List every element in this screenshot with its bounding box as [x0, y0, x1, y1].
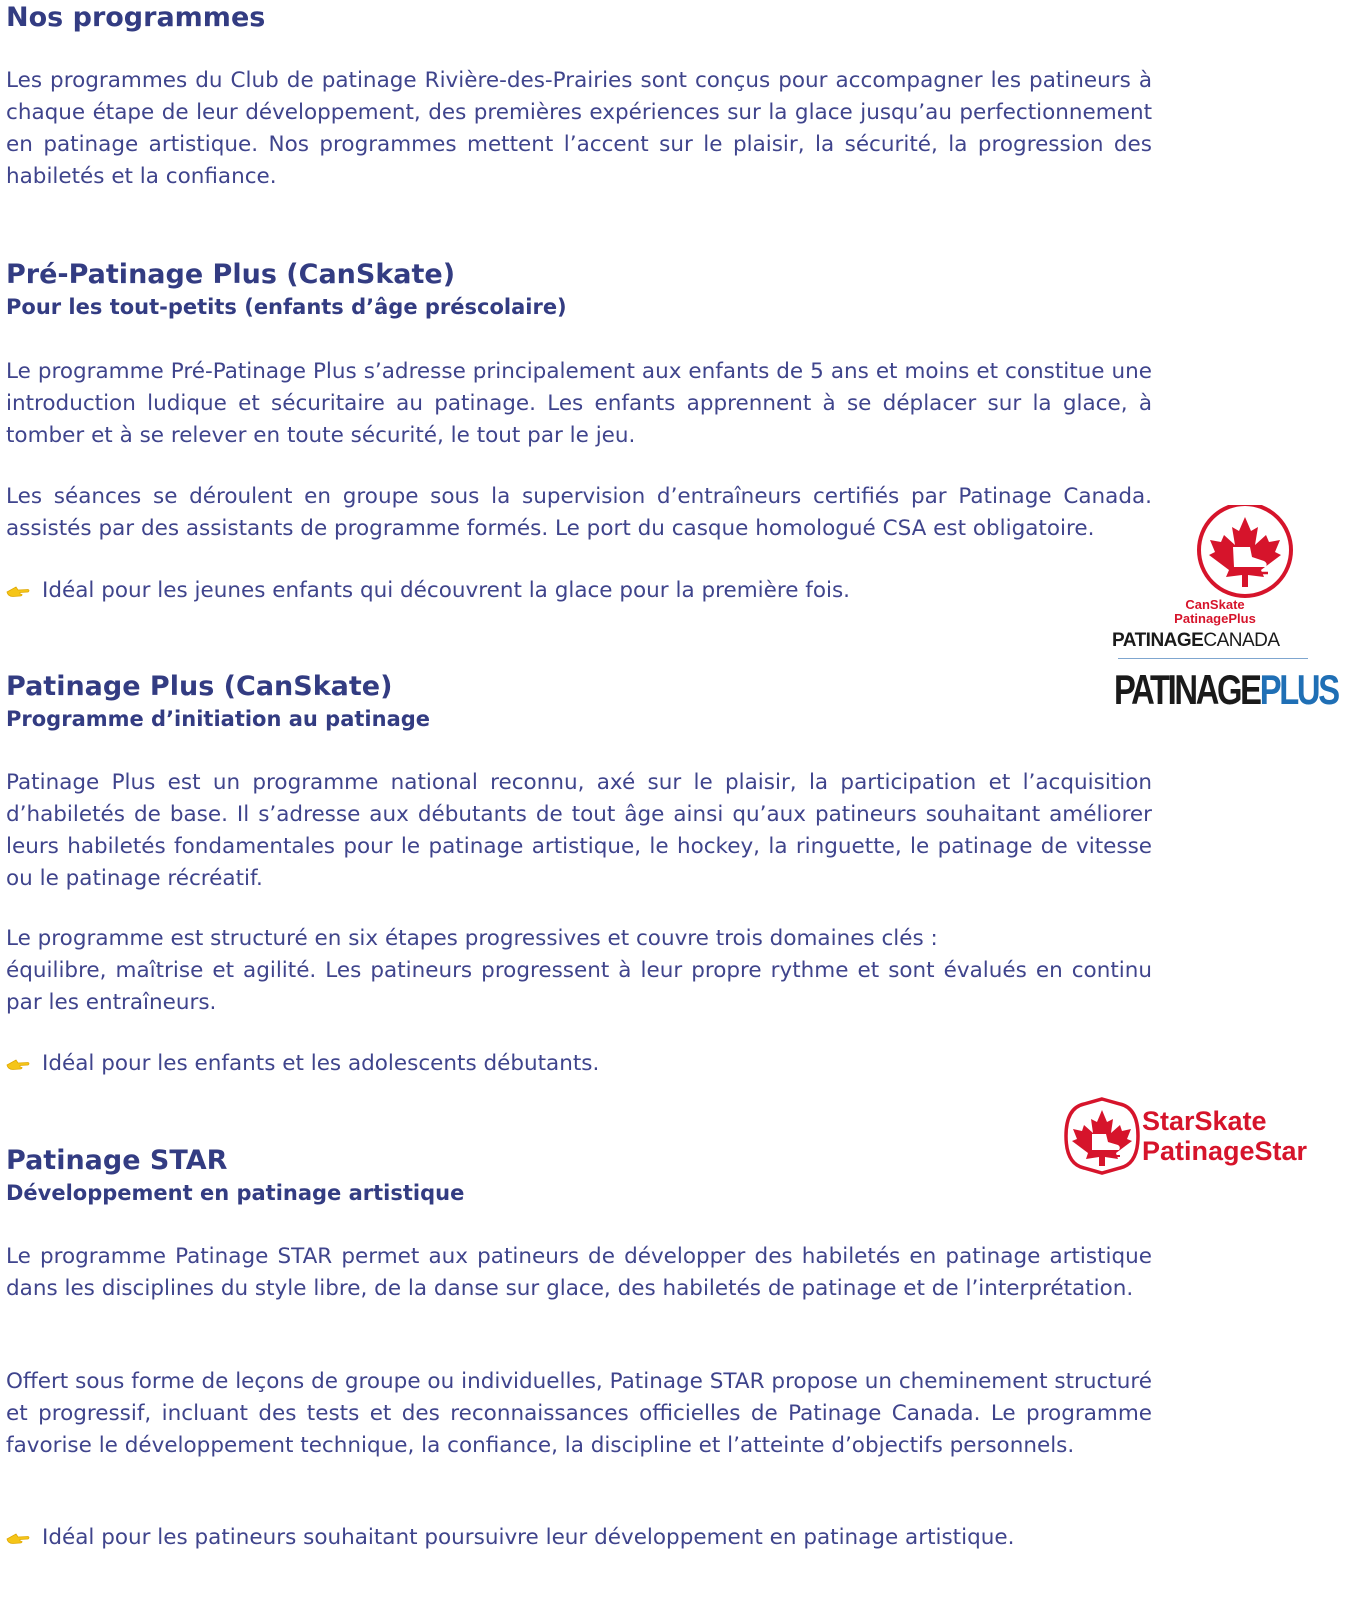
- tip-text: Idéal pour les patineurs souhaitant poursuivre leur développement en patinage artistique.: [42, 1525, 1015, 1550]
- canskate-logo: [1112, 505, 1350, 725]
- intro-paragraph: Les programmes du Club de patinage Rivière-des-Prairies sont conçus pour accompagner les patineurs à chaque étape de leur développement, des premières expériences sur la glace jusqu’au perfectionnement en patinage artistique. Nos programmes mettent l’accent sur le plaisir, la sécurité, la progression des habiletés et la confiance.: [6, 68, 1152, 189]
- program-pre-patinage-plus-body-2: [6, 481, 1152, 545]
- program-patinage-star: [6, 1144, 1152, 1208]
- program-pre-patinage-plus-body: [6, 356, 1152, 452]
- program-patinage-plus-tip: [6, 1048, 1152, 1080]
- program-patinage-plus-body: [6, 767, 1152, 895]
- patinagestar-label: PatinageStar: [1142, 1136, 1308, 1166]
- starskate-label: StarSkate: [1142, 1106, 1267, 1136]
- program-title: Patinage STAR: [6, 1145, 228, 1176]
- program-paragraph: Patinage Plus est un programme national reconnu, axé sur le plaisir, la participation et l’acquisition d’habiletés de base. Il s’adresse aux débutants de tout âge ainsi qu’aux patineurs souhaitant améliorer leurs habiletés fondamentales pour le patinage artistique, le hockey, la ringuette, le patinage de vitesse ou le patinage récréatif.: [6, 770, 1152, 891]
- program-patinage-star-tip: [6, 1522, 1152, 1554]
- program-subtitle: Développement en patinage artistique: [6, 1181, 465, 1205]
- program-patinage-star-body-2: [6, 1366, 1152, 1462]
- program-title: Pré-Patinage Plus (CanSkate): [6, 259, 456, 290]
- program-subtitle: Programme d’initiation au patinage: [6, 707, 431, 731]
- program-patinage-star-body: [6, 1241, 1152, 1305]
- canskate-label: CanSkate: [1185, 597, 1245, 612]
- program-paragraph: Le programme est structuré en six étapes progressives et couvre trois domaines clés :: [6, 926, 938, 951]
- program-paragraph: équilibre, maîtrise et agilité. Les patineurs progressent à leur propre rythme et sont évalués en continu par les entraîneurs.: [6, 958, 1152, 1015]
- program-patinage-plus: [6, 670, 1152, 734]
- program-pre-patinage-plus-tip: [6, 575, 1152, 607]
- tip-text: Idéal pour les jeunes enfants qui découvrent la glace pour la première fois.: [42, 578, 851, 603]
- starskate-logo: [1062, 1096, 1362, 1180]
- program-paragraph: Le programme Pré-Patinage Plus s’adresse principalement aux enfants de 5 ans et moins et constitue une introduction ludique et sécuritaire au patinage. Les enfants apprennent à se déplacer sur la glace, à tomber et à se relever en toute sécurité, le tout par le jeu.: [6, 359, 1152, 448]
- pointing-hand-icon: [6, 1530, 30, 1546]
- starskate-emblem-icon: [1062, 1096, 1142, 1176]
- tip-text: Idéal pour les enfants et les adolescents débutants.: [42, 1051, 600, 1076]
- logo-divider: [1118, 658, 1308, 659]
- page-title: Nos programmes: [6, 2, 266, 33]
- program-paragraph: Offert sous forme de leçons de groupe ou individuelles, Patinage STAR propose un cheminement structuré et progressif, incluant des tests et des reconnaissances officielles de Patinage Canada. Le programme favorise le développement technique, la confiance, la discipline et l’atteinte d’objectifs personnels.: [6, 1369, 1152, 1458]
- program-pre-patinage-plus: [6, 258, 1152, 322]
- program-subtitle: Pour les tout-petits (enfants d’âge préscolaire): [6, 295, 567, 319]
- pointing-hand-icon: [6, 1056, 30, 1072]
- patinage-canada-wordmark: PATINAGECANADA: [1112, 630, 1280, 651]
- program-patinage-plus-body-2: [6, 923, 1152, 1019]
- intro-section: [6, 65, 1152, 193]
- patinageplus-wordmark: PATINAGEPLUS: [1114, 666, 1338, 713]
- program-title: Patinage Plus (CanSkate): [6, 671, 393, 702]
- patinageplus-label: PatinagePlus: [1174, 611, 1256, 626]
- pointing-hand-icon: [6, 583, 30, 599]
- program-paragraph: Le programme Patinage STAR permet aux patineurs de développer des habiletés en patinage artistique dans les disciplines du style libre, de la danse sur glace, des habiletés de patinage et de l’interprétation.: [6, 1244, 1152, 1301]
- program-paragraph: Les séances se déroulent en groupe sous la supervision d’entraîneurs certifiés par Patinage Canada. assistés par des assistants de programme formés. Le port du casque homologué CSA est obligatoire.: [6, 484, 1152, 541]
